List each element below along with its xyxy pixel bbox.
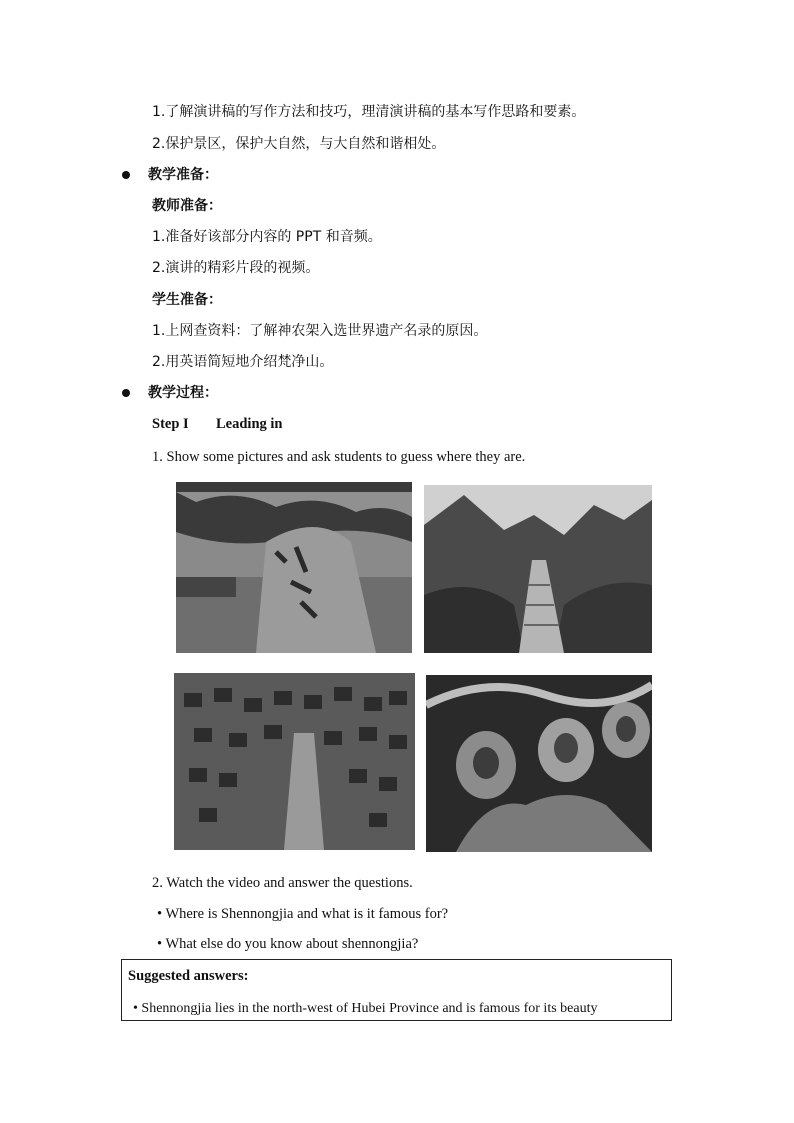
preparation-heading: 教学准备： bbox=[148, 167, 218, 183]
bullet-icon bbox=[122, 389, 130, 397]
student-prep-heading: 学生准备： bbox=[152, 292, 222, 308]
golden-monkeys-photo bbox=[426, 675, 652, 852]
teacher-prep-heading: 教师准备： bbox=[152, 198, 222, 214]
beehives-photo bbox=[174, 673, 415, 850]
question-1: • Where is Shennongjia and what is it famous for? bbox=[157, 906, 449, 922]
process-heading: 教学过程： bbox=[148, 385, 218, 401]
bullet-icon bbox=[122, 171, 130, 179]
task-1: 1. Show some pictures and ask students to guess where they are. bbox=[152, 449, 526, 465]
question-2: • What else do you know about shennongjia? bbox=[157, 936, 419, 952]
task-2: 2. Watch the video and answer the questions. bbox=[152, 875, 413, 891]
valley-steps-photo bbox=[424, 485, 652, 653]
student-prep-item-1: 1.上网查资料：了解神农架入选世界遗产名录的原因。 bbox=[152, 323, 488, 339]
teacher-prep-item-2: 2.演讲的精彩片段的视频。 bbox=[152, 260, 320, 276]
step-title: Leading in bbox=[216, 416, 283, 432]
step-label: Step I bbox=[152, 416, 189, 432]
suggested-answers-heading: Suggested answers: bbox=[128, 968, 249, 984]
teacher-prep-item-1: 1.准备好该部分内容的 PPT 和音频。 bbox=[152, 229, 382, 245]
stone-monument-photo bbox=[176, 482, 412, 653]
objective-1: 1.了解演讲稿的写作方法和技巧，理清演讲稿的基本写作思路和要素。 bbox=[152, 104, 586, 120]
objective-2: 2.保护景区，保护大自然，与大自然和谐相处。 bbox=[152, 136, 446, 152]
student-prep-item-2: 2.用英语简短地介绍梵净山。 bbox=[152, 354, 334, 370]
suggested-answer-text: • Shennongjia lies in the north-west of Hubei Province and is famous for its beauty bbox=[133, 1001, 598, 1016]
